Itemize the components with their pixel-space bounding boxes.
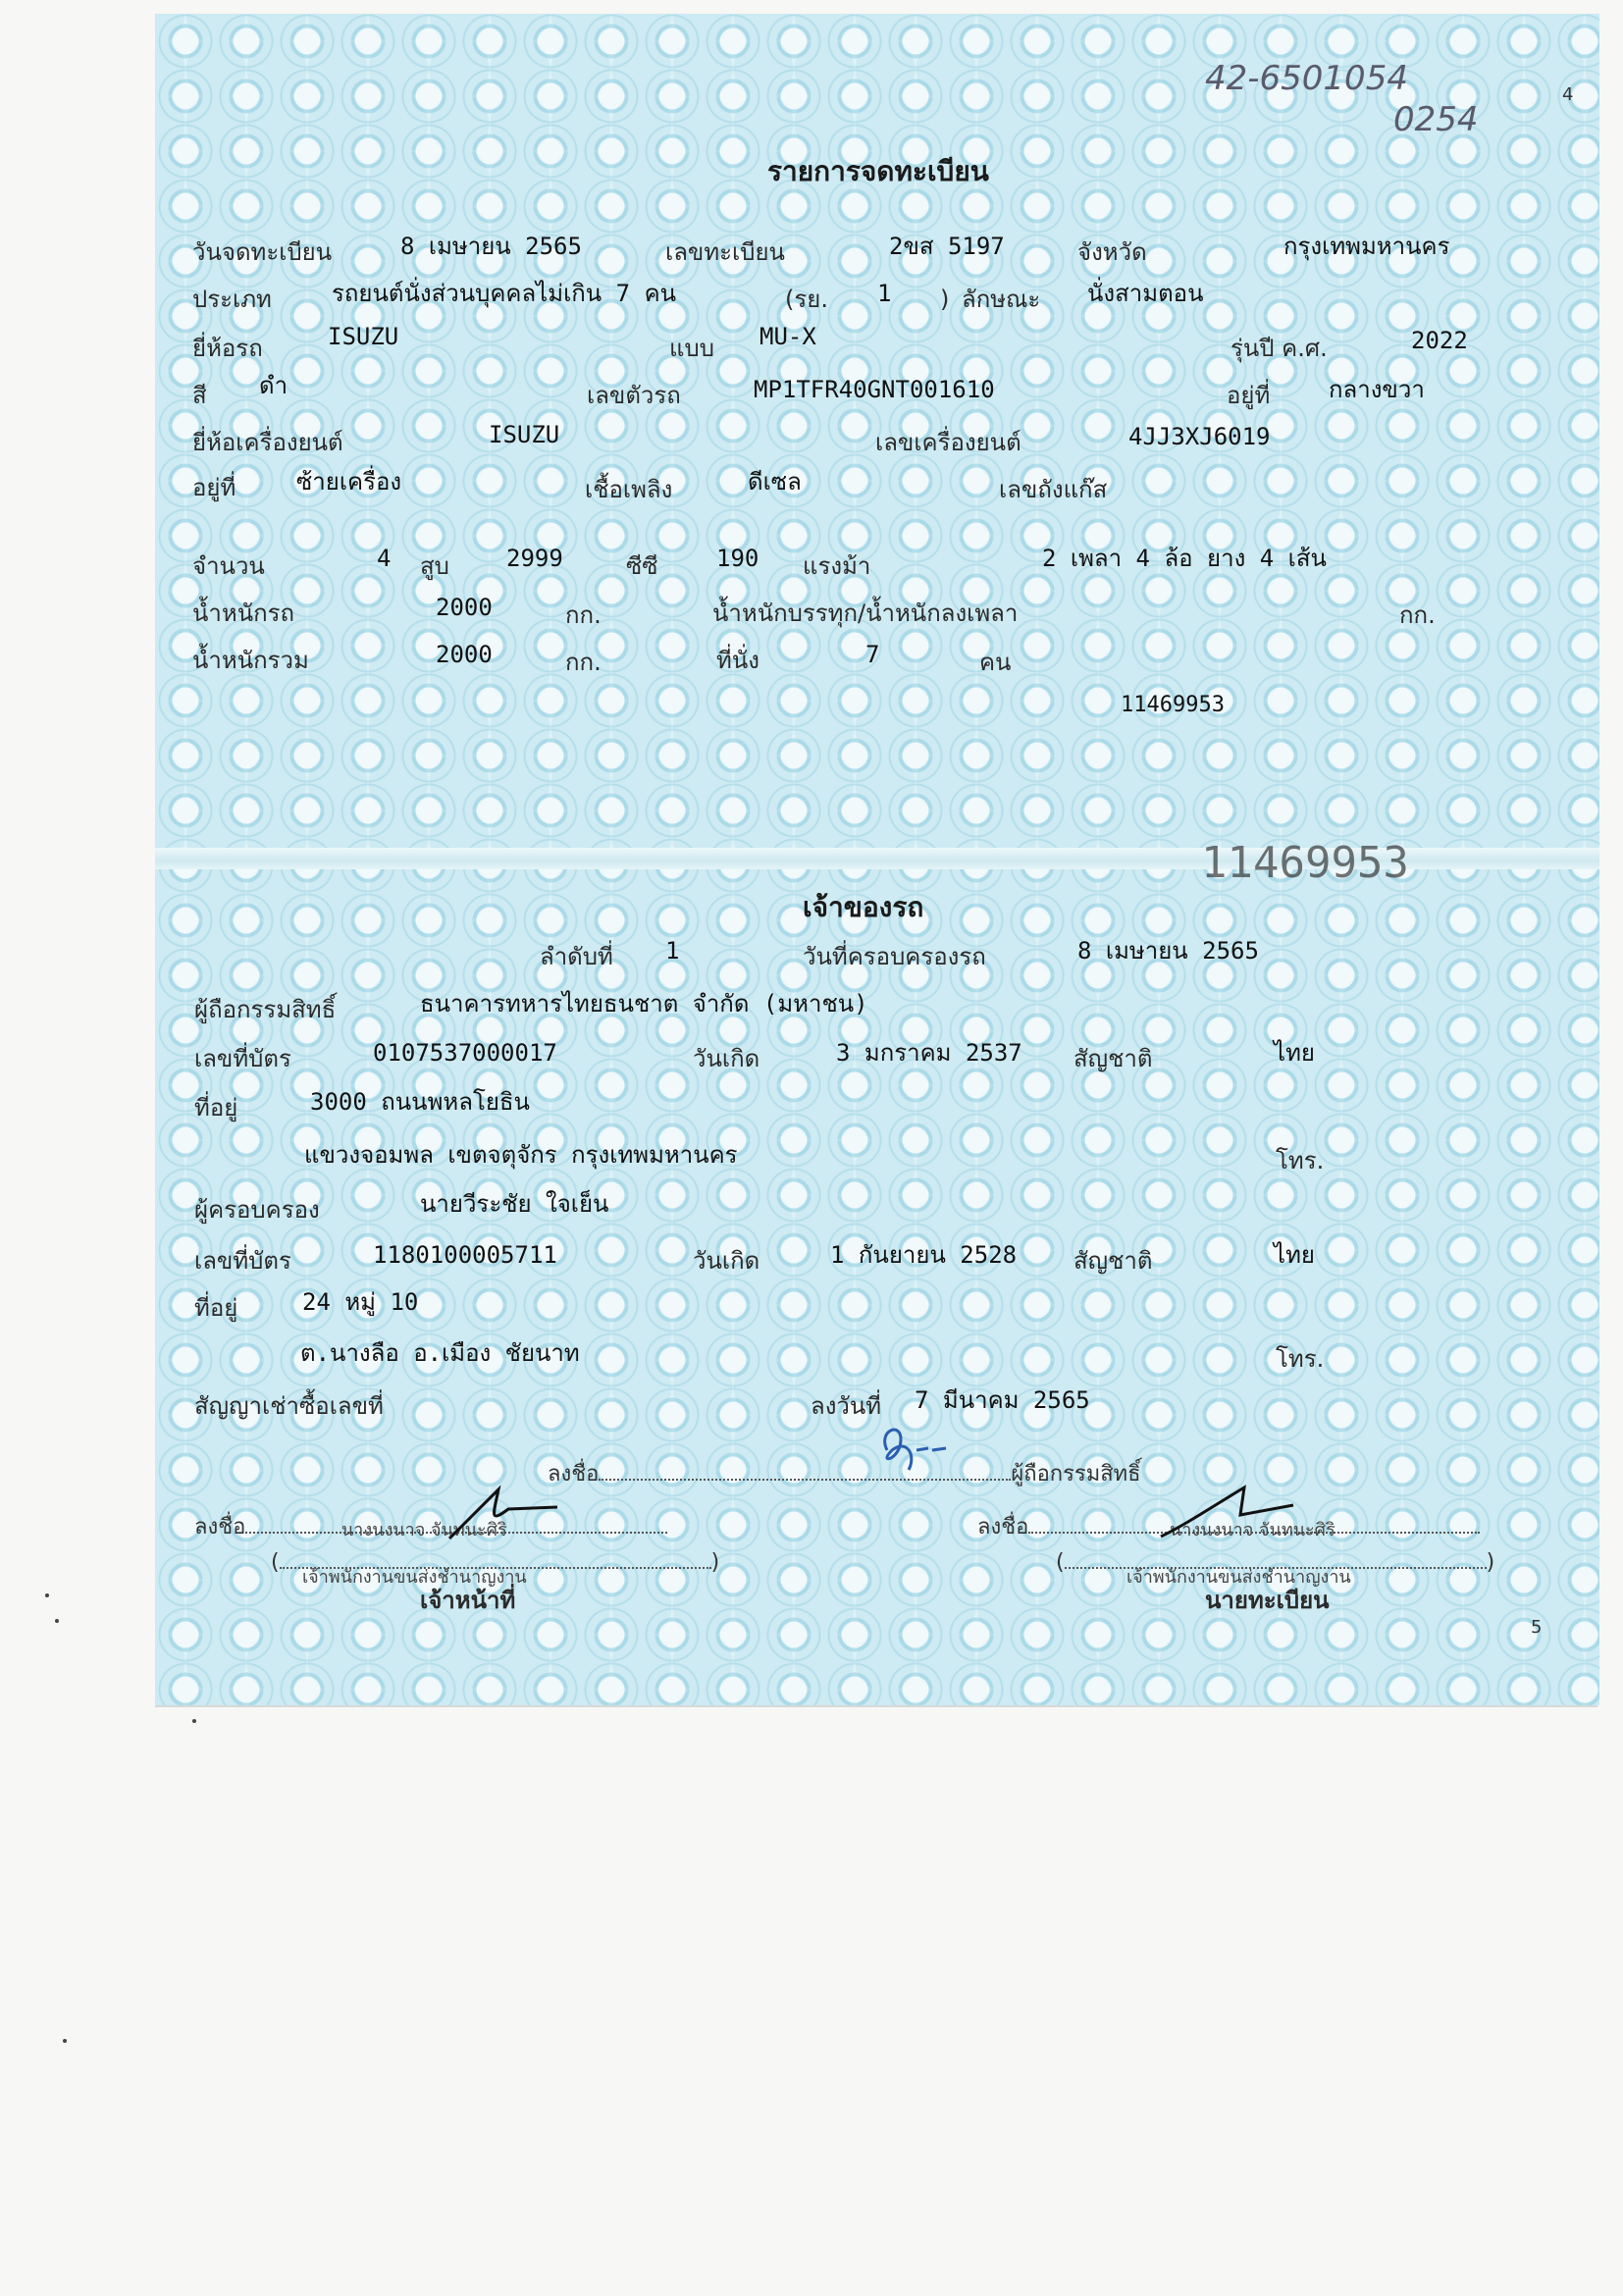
handwritten-ref-b: 0254 [1393,100,1479,139]
engine-brand: ISUZU [489,421,560,448]
holder-nationality: ไทย [1274,1039,1315,1067]
order-label: ลำดับที่ [540,943,613,970]
serial-number: 11469953 [1121,693,1225,717]
possessor-id: 1180100005711 [373,1241,557,1269]
hp-label: แรงม้า [803,552,871,580]
horsepower: 190 [716,545,759,572]
holder-sign-line [548,1456,1141,1490]
chassis-label: เลขตัวรถ [587,382,681,409]
scan-speck [63,2039,67,2043]
holder-label: ผู้ถือกรรมสิทธิ์ [194,996,337,1023]
owner-title: เจ้าของรถ [803,891,924,923]
fuel-label: เชื้อเพลิง [585,476,673,503]
vehicle-weight: 2000 [436,594,493,621]
registration-document [155,14,1599,1705]
possessor-birth-label: วันเกิด [693,1247,760,1275]
possessor-nationality: ไทย [1274,1241,1315,1269]
style-label: ลักษณะ [962,286,1041,313]
possess-date: 8 เมษายน 2565 [1077,937,1259,965]
load-label: น้ำหนักบรรทุก/น้ำหนักลงเพลา [712,600,1019,627]
possessor-name: นายวีระชัย ใจเย็น [420,1190,609,1218]
blue-signature [858,1411,975,1480]
seats: 7 [865,641,880,668]
registration-title: รายการจดทะเบียน [767,155,989,187]
ry-label: (รย. [785,286,828,313]
model-year: 2022 [1411,327,1468,354]
kg-unit-1: กก. [565,601,602,629]
vehicle-type: รถยนต์นั่งส่วนบุคคลไม่เกิน 7 คน [332,280,677,307]
ry-close: ) [940,286,950,313]
brand-label: ยี่ห้อรถ [192,335,263,362]
lease-label: สัญญาเช่าซื้อเลขที่ [194,1392,384,1420]
page-number-top: 4 [1562,84,1574,105]
right-stamp-name: นางนงนาจ จันทนะศิริ [1170,1520,1335,1540]
possessor-address-line1: 24 หมู่ 10 [302,1288,419,1316]
handwritten-ref-a: 42-6501054 [1205,59,1408,98]
seats-label: ที่นั่ง [716,647,759,674]
page-number-bottom: 5 [1531,1617,1543,1638]
holder-id-label: เลขที่บัตร [194,1045,291,1072]
right-signature [1146,1476,1313,1544]
holder-sign-label: ลงชื่อ [548,1462,600,1487]
axles-wheels-tires: 2 เพลา 4 ล้อ ยาง 4 เส้น [1042,545,1327,572]
holder-address-line2: แขวงจอมพล เขตจตุจักร กรุงเทพมหานคร [304,1141,738,1169]
possessor-label: ผู้ครอบครอง [194,1196,320,1224]
holder-address-line1: 3000 ถนนพหลโยธิน [310,1088,530,1116]
persons-label: คน [979,649,1012,676]
holder-tel-label: โทร. [1276,1147,1325,1174]
scan-speck [192,1719,196,1723]
fuel: ดีเซล [748,468,802,496]
right-role: นายทะเบียน [1205,1587,1330,1614]
province: กรุงเทพมหานคร [1283,233,1450,260]
right-sign-label: ลงชื่อ [977,1515,1029,1539]
gross-weight: 2000 [436,641,493,668]
possessor-address-line2: ต.นางลือ อ.เมือง ชัยนาท [300,1339,580,1367]
engine-brand-label: ยี่ห้อเครื่องยนต์ [192,429,343,456]
engine-number-label: เลขเครื่องยนต์ [875,429,1021,456]
possessor-tel-label: โทร. [1276,1345,1325,1373]
holder-address-label: ที่อยู่ [194,1094,238,1122]
possessor-id-label: เลขที่บัตร [194,1247,291,1275]
order-number: 1 [665,937,680,965]
cc-label: ซีซี [626,552,658,580]
chassis-location: กลางขวา [1329,376,1425,403]
chassis-number: MP1TFR40GNT001610 [754,376,995,403]
reg-date-label: วันจดทะเบียน [192,238,333,266]
possessor-birth: 1 กันยายน 2528 [830,1241,1018,1269]
left-sign-label: ลงชื่อ [194,1515,246,1539]
holder-nationality-label: สัญชาติ [1073,1045,1153,1072]
holder-id: 0107537000017 [373,1039,557,1067]
left-stamp-name: นางนงนาจ จันทนะศิริ [341,1520,507,1540]
holder-name: ธนาคารทหารไทยธนชาต จำกัด (มหาชน) [420,990,868,1018]
signed-date-label: ลงวันที่ [811,1392,882,1420]
kg-unit-2: กก. [1399,601,1436,629]
gross-weight-label: น้ำหนักรวม [192,647,309,674]
cylinders-label: สูบ [420,552,449,580]
brand: ISUZU [328,323,399,350]
signed-date: 7 มีนาคม 2565 [915,1386,1090,1414]
engine-number: 4JJ3XJ6019 [1128,423,1271,450]
year-label: รุ่นปี ค.ศ. [1230,335,1328,362]
left-role: เจ้าหน้าที่ [420,1587,516,1614]
engine-location-label: อยู่ที่ [192,474,236,501]
gas-tank-label: เลขถังแก๊ส [999,476,1108,503]
holder-birth-label: วันเกิด [693,1045,760,1072]
kg-unit-3: กก. [565,649,602,676]
model: MU-X [759,323,816,350]
engine-location: ซ้ายเครื่อง [296,468,402,496]
right-title-line: ( ) [1056,1550,1495,1575]
plate-number: 2ขส 5197 [889,233,1005,260]
holder-birth: 3 มกราคม 2537 [836,1039,1022,1067]
chassis-location-label: อยู่ที่ [1227,382,1271,409]
scan-speck [45,1593,49,1597]
left-title-line: ( ) [271,1550,720,1575]
possess-date-label: วันที่ครอบครองรถ [803,943,986,970]
holder-sign-role: ผู้ถือกรรมสิทธิ์ [1011,1462,1141,1487]
possessor-address-label: ที่อยู่ [194,1294,238,1322]
engine-cc: 2999 [506,545,563,572]
scan-speck [55,1619,59,1623]
count-label: จำนวน [192,552,265,580]
type-label: ประเภท [192,286,272,313]
serial-number-ghost: 11469953 [1201,838,1409,888]
model-label: แบบ [669,335,714,362]
plate-label: เลขทะเบียน [665,238,785,266]
left-signature [440,1480,587,1548]
province-label: จังหวัด [1077,238,1147,266]
right-stamp-title: เจ้าพนักงานขนส่งชำนาญงาน [1126,1567,1351,1588]
color: ดำ [259,372,288,399]
cylinders: 4 [377,545,392,572]
possessor-nationality-label: สัญชาติ [1073,1247,1153,1275]
vehicle-style: นั่งสามตอน [1087,280,1204,307]
reg-date: 8 เมษายน 2565 [400,233,582,260]
page-edge-line [155,1705,1597,1707]
ry-value: 1 [877,280,892,307]
weight-label: น้ำหนักรถ [192,600,295,627]
color-label: สี [192,382,207,409]
left-stamp-title: เจ้าพนักงานขนส่งชำนาญงาน [302,1567,527,1588]
